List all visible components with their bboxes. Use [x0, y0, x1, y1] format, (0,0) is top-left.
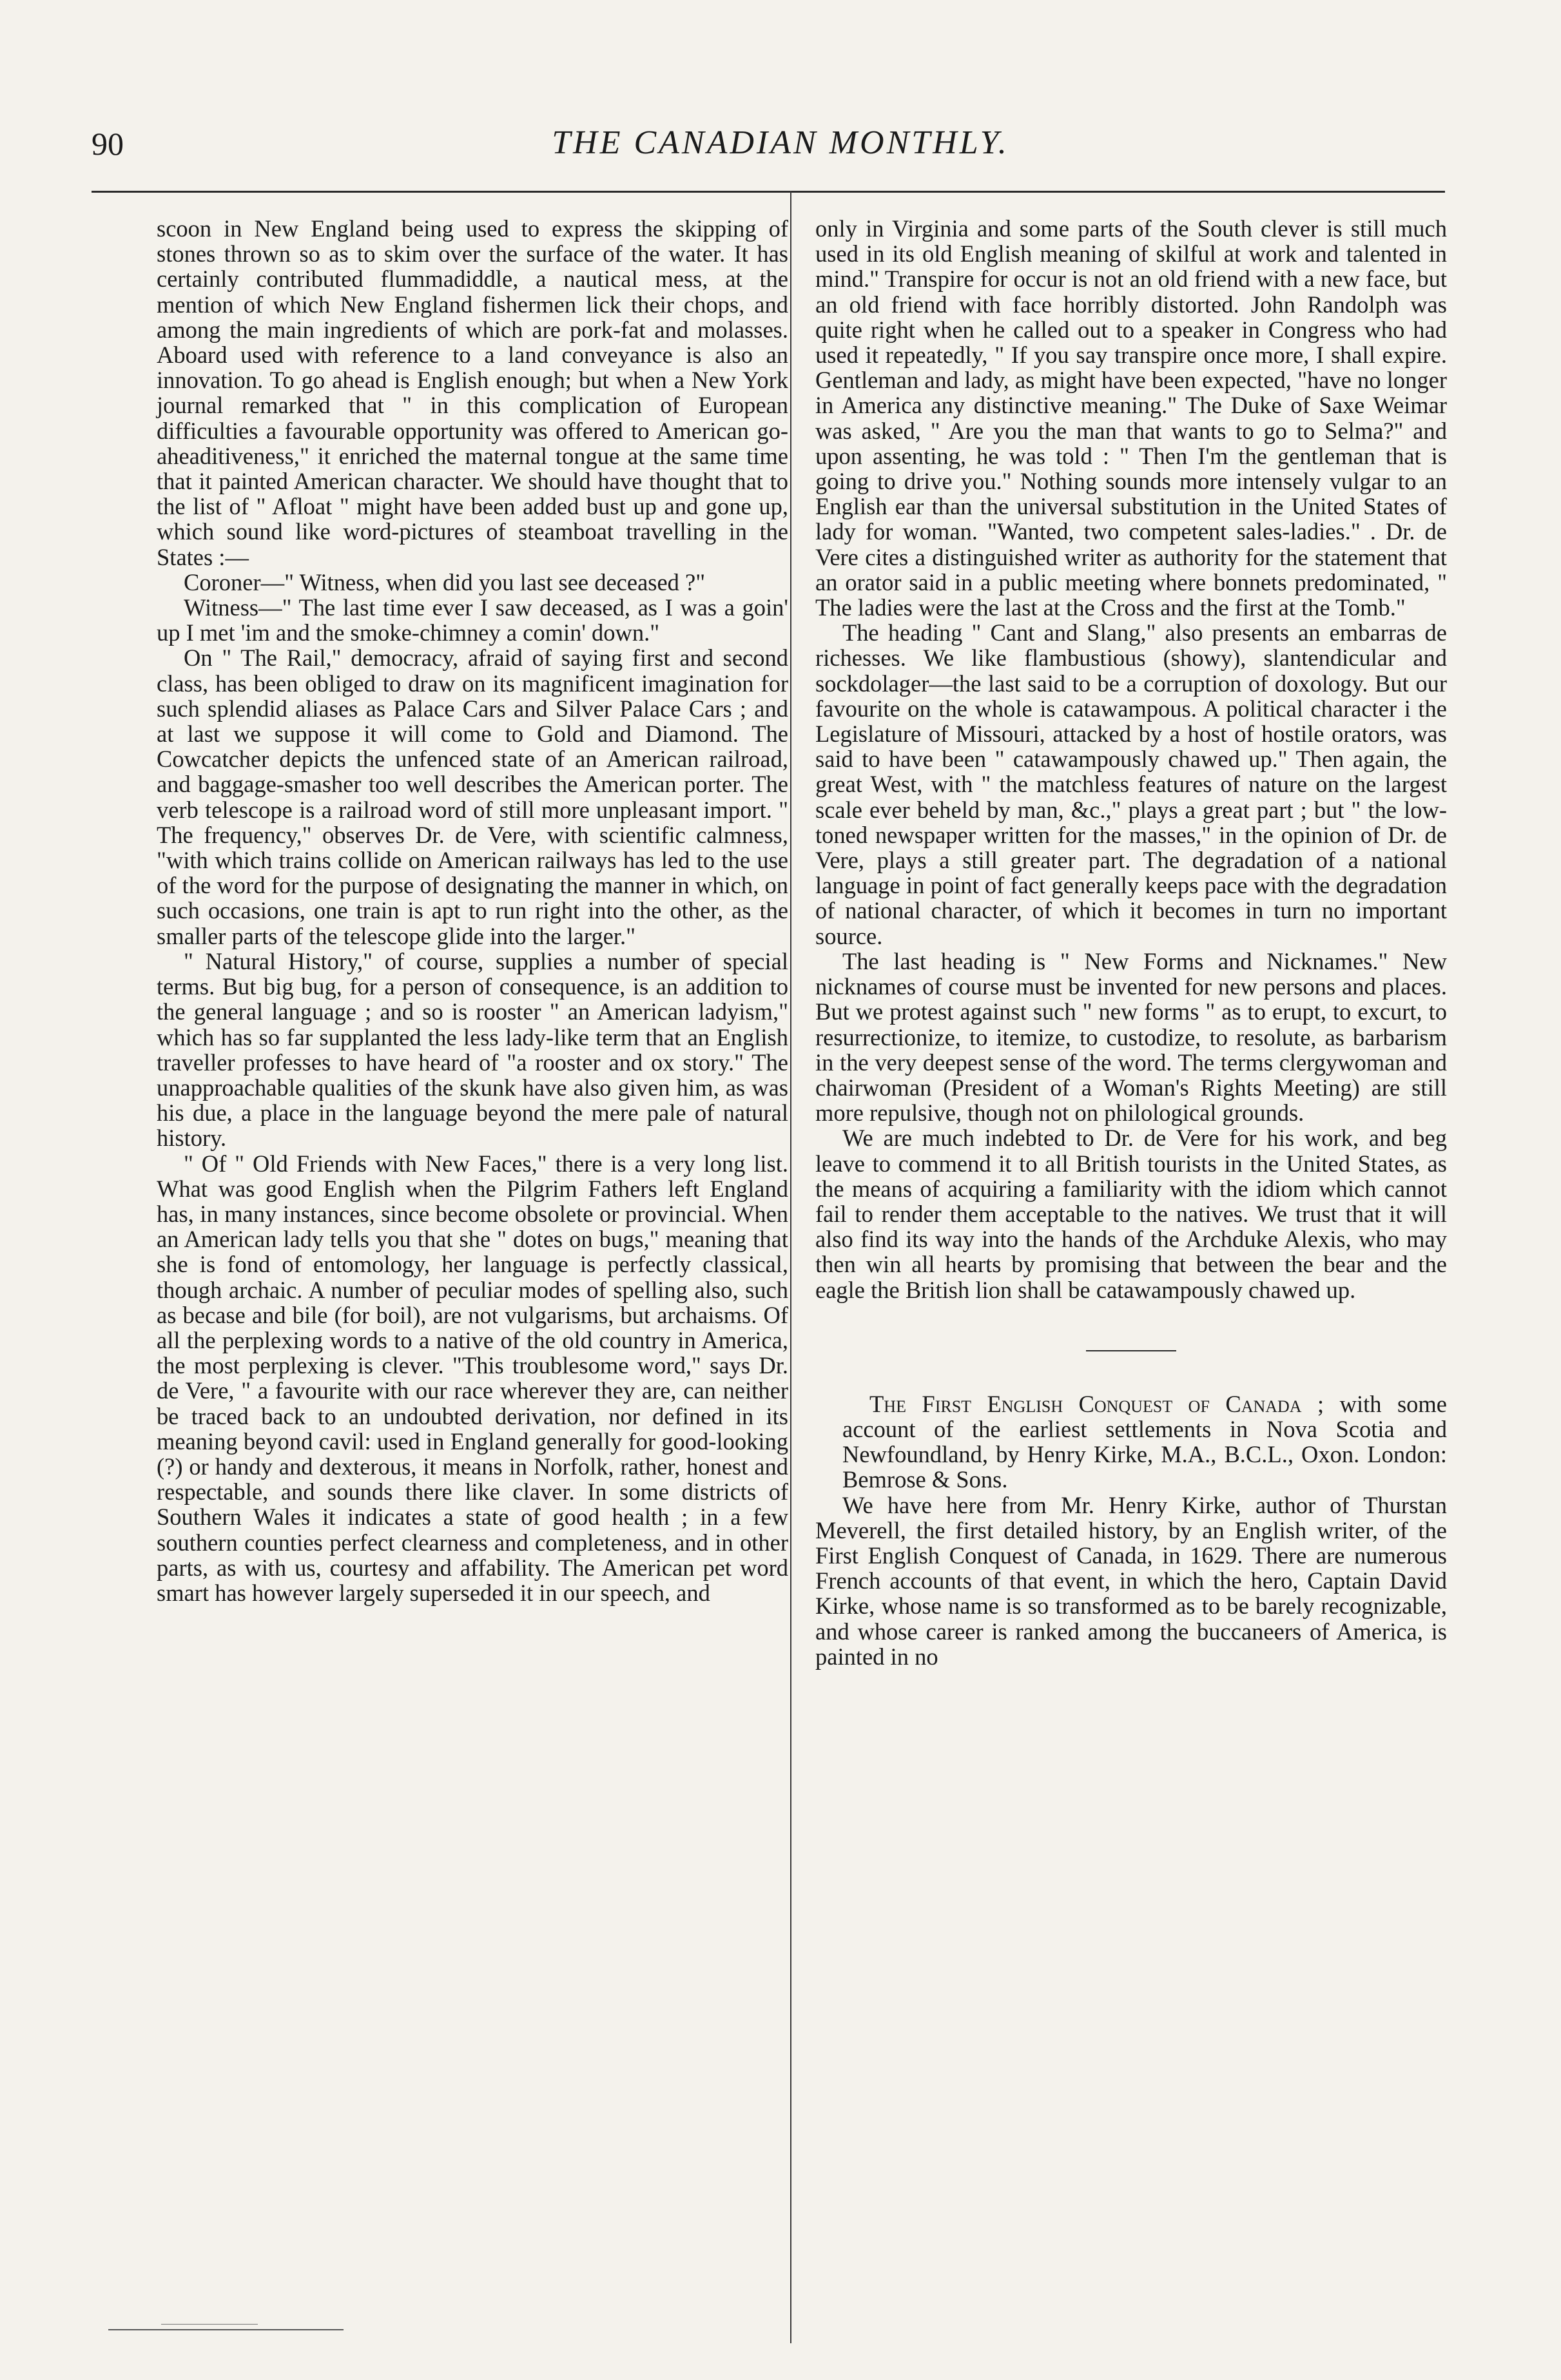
- right-column: [815, 216, 1447, 1669]
- column-divider: [790, 191, 791, 2343]
- review-title: The First English Conquest of Canada ;: [869, 1390, 1324, 1417]
- left-column: [157, 216, 788, 1605]
- review-title-details: with some account of the earliest settlements in Nova Scotia and Newfoundland, by Henry Kirke, M.A., B.C.L., Oxon. London: Bemrose & Sons.: [842, 1390, 1448, 1493]
- paragraph: The last heading is " New Forms and Nicknames." New nicknames of course must be invented for new persons and places. But we protest against such " new forms " as to erupt, to excurt, to resurrectionize, to itemize, to custodize, to resolute, as barbarism in the very deepest sense of the word. The terms clergywoman and chairwoman (President of a Woman's Rights Meeting) are still more repulsive, though not on philological grounds.: [815, 947, 1447, 1127]
- review-heading: [815, 1391, 1447, 1493]
- header-rule: [92, 191, 1445, 193]
- paragraph: On " The Rail," democracy, afraid of saying first and second class, has been obliged to draw on its magnificent imagination for such splendid aliases as Palace Cars and Silver Palace Cars ; and at last we suppose it will come to Gold and Diamond. The Cowcatcher depicts the unfenced state of an American railroad, and baggage-smasher too well describes the American porter. The verb telescope is a railroad word of still more unpleasant import. " The frequency," observes Dr. de Vere, with scientific calmness, "with which trains collide on American railways has led to the use of the word for the purpose of designating the manner in which, on such occasions, one train is apt to run right into the other, as the smaller parts of the telescope glide into the larger.": [157, 644, 788, 949]
- paragraph: scoon in New England being used to express the skipping of stones thrown so as to skim over the surface of the water. It has certainly contributed flummadiddle, a nautical mess, at the mention of which New England fishermen lick their chops, and among the main ingredients of which are pork-fat and molasses. Aboard used with reference to a land conveyance is also an innovation. To go ahead is English enough; but when a New York journal remarked that " in this complication of European difficulties a favourable opportunity was offered to American go-aheaditiveness," it enriched the maternal tongue at the same time that it painted American character. We should have thought that to the list of " Afloat " might have been added bust up and gone up, which sound like word-pictures of steamboat travelling in the States :—: [157, 215, 788, 570]
- footer-rule: [108, 2329, 344, 2330]
- paragraph: only in Virginia and some parts of the South clever is still much used in its old English meaning of skilful at work and talented in mind." Transpire for occur is not an old friend with a new face, but an old friend with face horribly distorted. John Randolph was quite right when he called out to a speaker in Congress who had used it repeatedly, " If you say transpire once more, I shall expire. Gentleman and lady, as might have been expected, "have no longer in America any distinctive meaning." The Duke of Saxe Weimar was asked, " Are you the man that wants to go to Selma?" and upon assenting, he was told : " Then I'm the gentleman that is going to drive you." Nothing sounds more intensely vulgar to an English ear than the universal substitution in the United States of lady for woman. "Wanted, two competent sales-ladies." . Dr. de Vere cites a distinguished writer as authority for the statement that an orator said in a public meeting where bonnets predominated, " The ladies were the last at the Cross and the first at the Tomb.": [815, 215, 1447, 621]
- paragraph: Witness—" The last time ever I saw deceased, as I was a goin' up I met 'im and the smoke-chimney a comin' down.": [157, 594, 788, 646]
- paragraph: " Of " Old Friends with New Faces," there is a very long list. What was good English when the Pilgrim Fathers left England has, in many instances, since become obsolete or provincial. When an American lady tells you that she " dotes on bugs," meaning that she is fond of entomology, her language is perfectly classical, though archaic. A number of peculiar modes of spelling also, such as becase and bile (for boil), are not vulgarisms, but archaisms. Of all the perplexing words to a native of the old country in America, the most perplexing is clever. "This troublesome word," says Dr. de Vere, " a favourite with our race wherever they are, can neither be traced back to an undoubted derivation, nor defined in its meaning beyond cavil: used in England generally for good-looking (?) or handy and dexterous, it means in Norfolk, rather, honest and respectable, and sounds there like claver. In some districts of Southern Wales it indicates a state of good health ; in a few southern counties perfect clearness and completeness, and in other parts, as with us, courtesy and affability. The American pet word smart has however largely superseded it in our speech, and: [157, 1150, 788, 1606]
- footer-mark: [161, 2324, 258, 2325]
- section-divider: [1086, 1350, 1176, 1351]
- paragraph: Coroner—" Witness, when did you last see deceased ?": [184, 568, 706, 595]
- paragraph: " Natural History," of course, supplies a number of special terms. But big bug, for a person of consequence, is an addition to the general language ; and so is rooster " an American ladyism," which has so far supplanted the less lady-like term that an English traveller professes to have heard of "a rooster and ox story." The unapproachable qualities of the skunk have also given him, as was his due, a place in the language beyond the mere pale of natural history.: [157, 947, 788, 1152]
- page-number: 90: [92, 126, 124, 162]
- paragraph: We are much indebted to Dr. de Vere for his work, and beg leave to commend it to all British tourists in the United States, as the means of acquiring a familiarity with the idiom which cannot fail to render them acceptable to the natives. We trust that it will also find its way into the hands of the Archduke Alexis, who may then win all hearts by promising that between the bear and the eagle the British lion shall be catawampously chawed up.: [815, 1125, 1447, 1303]
- review-body: We have here from Mr. Henry Kirke, author of Thurstan Meverell, the first detailed history, by an English writer, of the First English Conquest of Canada, in 1629. There are numerous French accounts of that event, in which the hero, Captain David Kirke, whose name is so transformed as to be barely recognizable, and whose career is ranked among the buccaneers of America, is painted in no: [815, 1491, 1447, 1670]
- paragraph: The heading " Cant and Slang," also presents an embarras de richesses. We like flambustious (showy), slantendicular and sockdolager—the last said to be a corruption of doxology. But our favourite on the whole is catawampous. A political character i the Legislature of Missouri, attacked by a host of hostile orators, was said to have been " catawampously chawed up." Then again, the great West, with " the matchless features of nature on the largest scale ever beheld by man, &c.," plays a great part ; but " the low-toned newspaper written for the masses," in the opinion of Dr. de Vere, plays a still greater part. The degradation of a national language in point of fact generally keeps pace with the degradation of national character, of which it becomes in turn no important source.: [815, 619, 1447, 949]
- running-title: THE CANADIAN MONTHLY.: [552, 124, 1009, 161]
